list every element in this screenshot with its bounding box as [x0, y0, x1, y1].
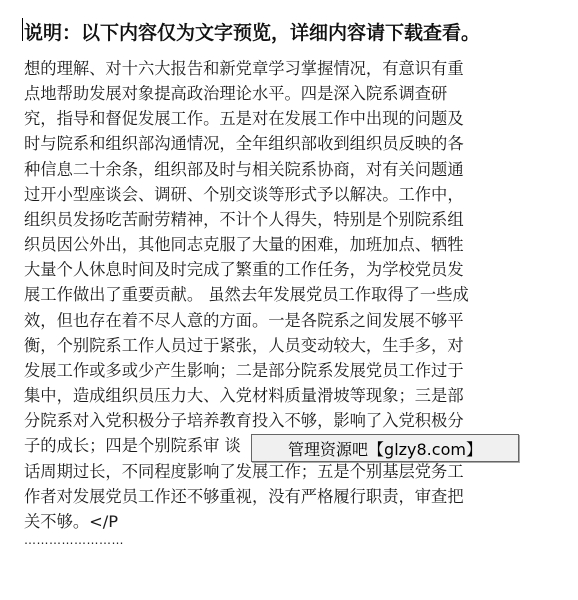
body-line: 发展工作或多或少产生影响；二是部分院系发展党员工作过于: [24, 360, 464, 380]
body-line: 时与院系和组织部沟通情况，全年组织部收到组织员反映的各: [24, 134, 464, 154]
body-line: 作者对发展党员工作还不够重视，没有严格履行职责，审查把: [24, 486, 464, 506]
document-body: [24, 56, 554, 534]
body-line: 子的成长；四是个别院系审 谈: [24, 436, 241, 456]
body-line: 衡，个别院系工作人员过于紧张，人员变动较大，生手多，对: [24, 335, 464, 355]
body-line: 织员因公外出，其他同志克服了大量的困难，加班加点、牺牲: [24, 235, 464, 255]
body-line: 关不够。</P: [24, 511, 119, 531]
body-line: 过开小型座谈会、调研、个别交谈等形式予以解决。工作中，: [24, 184, 464, 204]
body-line: 究，指导和督促发展工作。五是对在发展工作中出现的问题及: [24, 109, 464, 129]
body-line: 效，但也存在着不尽人意的方面。一是各院系之间发展不够平: [24, 310, 464, 330]
watermark-banner: 管理资源吧【glzy8.com】: [251, 434, 519, 462]
body-line: 种信息二十余条，组织部及时与相关院系协商，对有关问题通: [24, 159, 464, 179]
body-line: 大量个人休息时间及时完成了繁重的工作任务，为学校党员发: [24, 260, 464, 280]
body-line: 集中，造成组织员压力大、入党材料质量滑坡等现象；三是部: [24, 386, 464, 406]
preview-notice: 说明：以下内容仅为文字预览，详细内容请下载查看。: [24, 22, 481, 44]
body-line: 话周期过长，不同程度影响了发展工作；五是个别基层党务工: [24, 461, 464, 481]
text-cursor: [22, 18, 23, 41]
body-line: 组织员发扬吃苦耐劳精神，不计个人得失，特别是个别院系组: [24, 209, 464, 229]
body-line: 点地帮助发展对象提高政治理论水平。四是深入院系调查研: [24, 84, 448, 104]
body-line: 分院系对入党积极分子培养教育投入不够，影响了入党积极分: [24, 411, 464, 431]
body-line: 想的理解、对十六大报告和新党章学习掌握情况，有意识有重: [24, 59, 464, 78]
body-line: 展工作做出了重要贡献。 虽然去年发展党员工作取得了一些成: [24, 285, 469, 305]
ellipsis-dots: ……………………: [24, 533, 124, 547]
